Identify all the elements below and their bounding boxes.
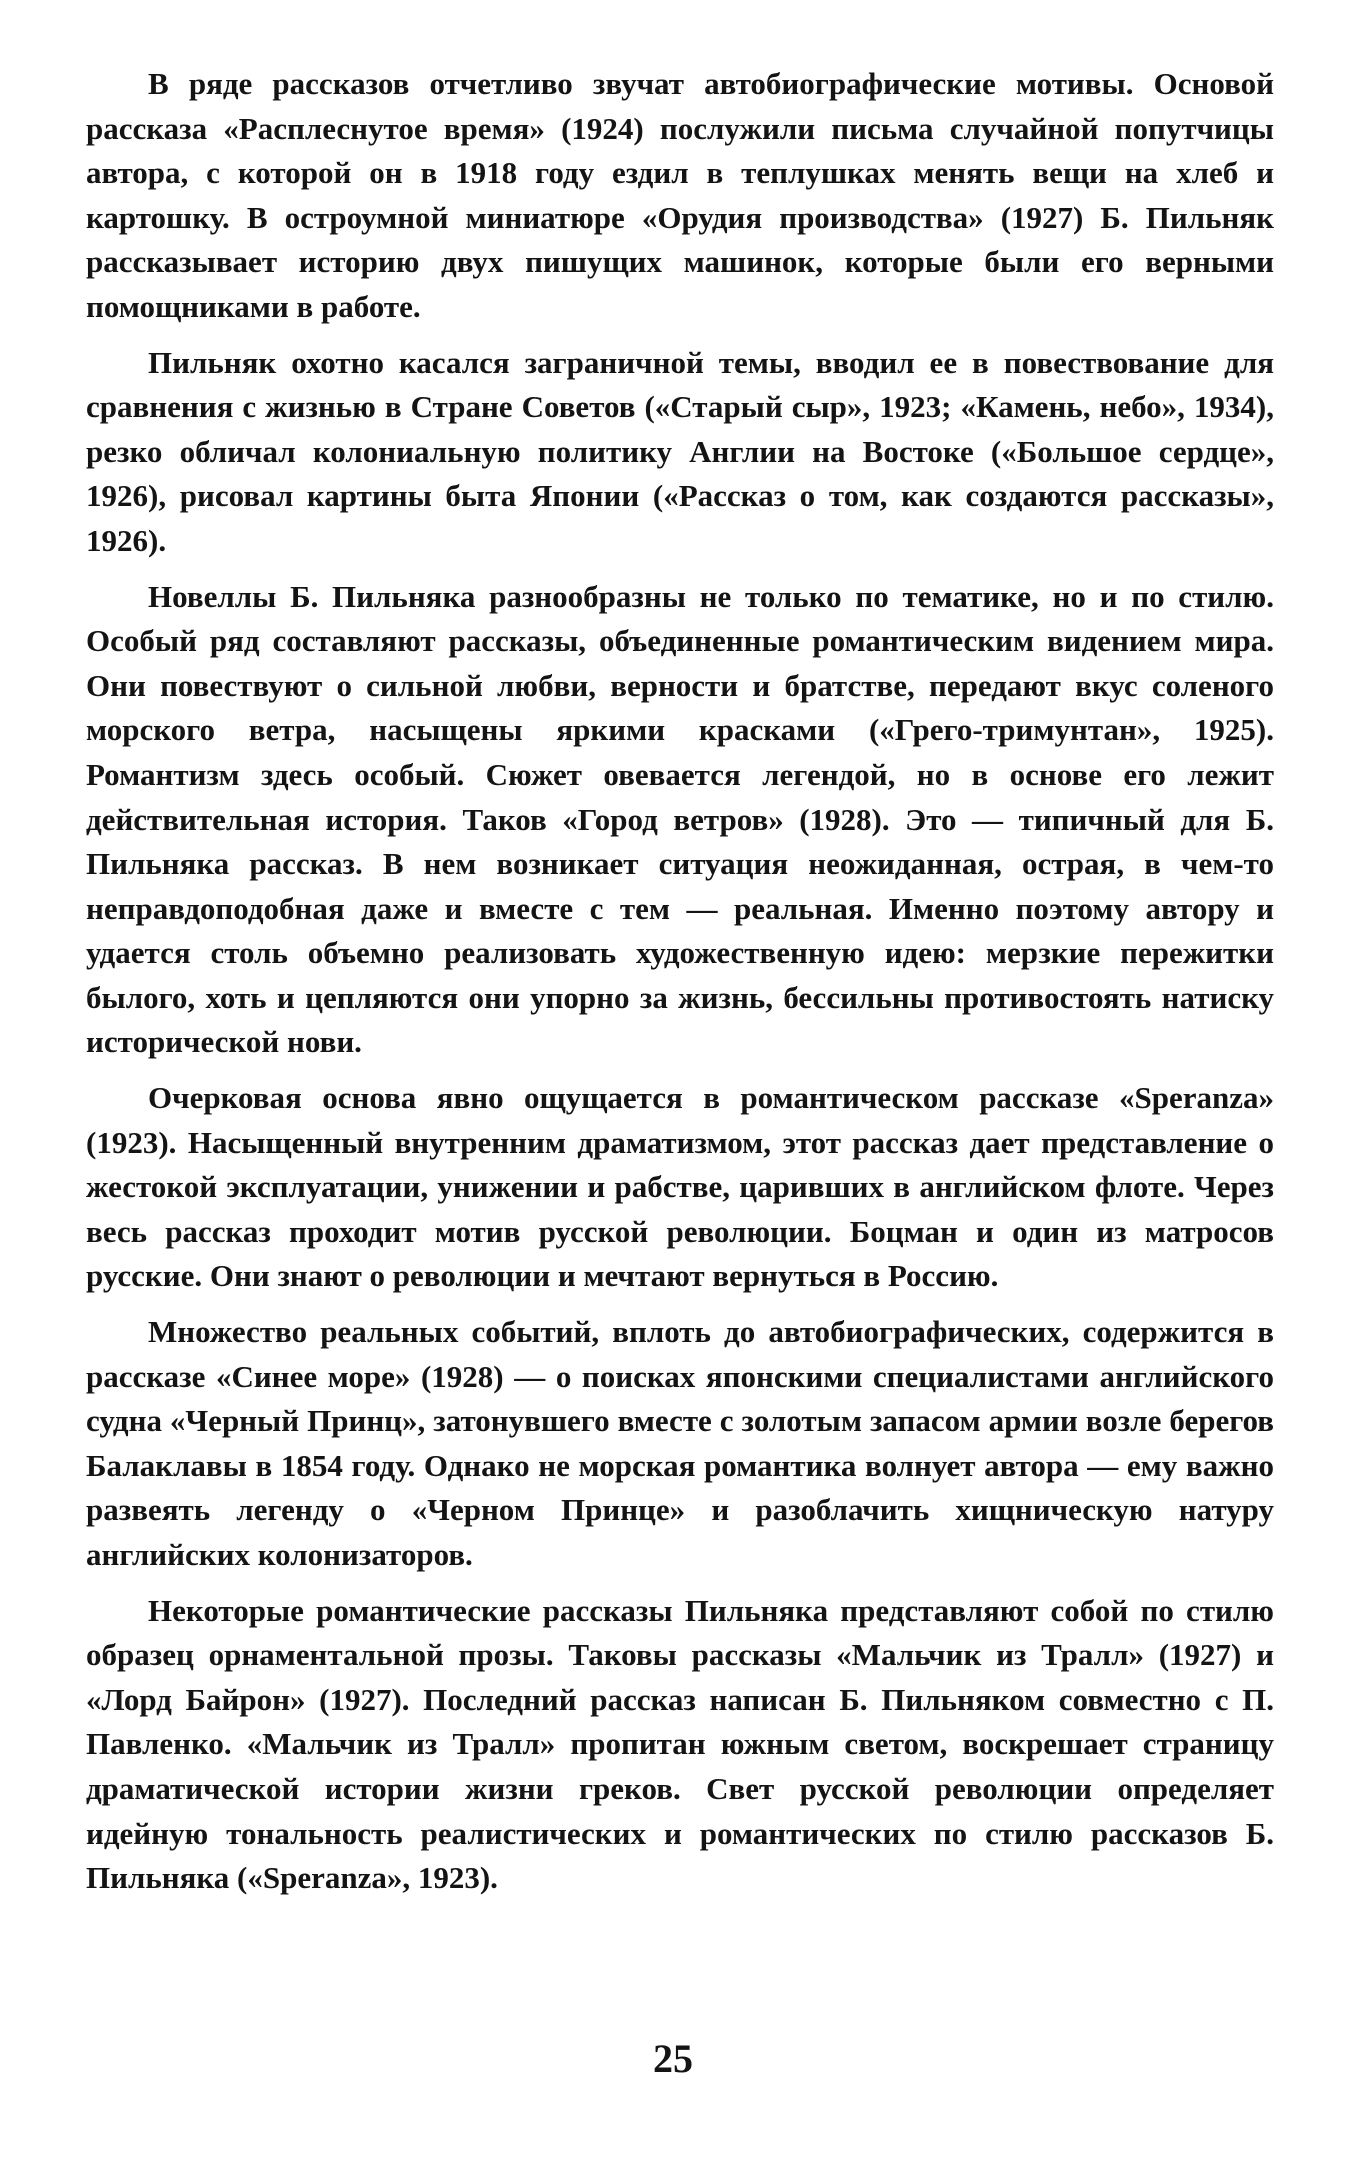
paragraph-1: В ряде рассказов отчетливо звучат автобиографические мотивы. Основой рассказа «Расплеснутое время» (1924) послужили письма случайной попутчицы автора, с которой он в 1918 году ездил в теплушках менять вещи на хлеб и картошку. В остроумной миниатюре «Орудия производства» (1927) Б. Пильняк рассказывает историю двух пишущих машинок, которые были его верными помощниками в работе. bbox=[86, 66, 1274, 324]
paragraph-5: Множество реальных событий, вплоть до автобиографических, содержится в рассказе «Синее море» (1928) — о поисках японскими специалистами английского судна «Черный Принц», затонувшего вместе с золотым запасом армии возле берегов Балаклавы в 1854 году. Однако не морская романтика волнует автора — ему важно развеять легенду о «Черном Принце» и разоблачить хищническую натуру английских колонизаторов. bbox=[86, 1314, 1274, 1572]
page-number: 25 bbox=[653, 2036, 693, 2081]
paragraph-3: Новеллы Б. Пильняка разнообразны не только по тематике, но и по стилю. Особый ряд составляют рассказы, объединенные романтическим видением мира. Они повествуют о сильной любви, верности и братстве, передают вкус соленого морского ветра, насыщены яркими красками («Грего-тримунтан», 1925). Романтизм здесь особый. Сюжет овевается легендой, но в основе его лежит действительная история. Таков «Город ветров» (1928). Это — типичный для Б. Пильняка рассказ. В нем возникает ситуация неожиданная, острая, в чем-то неправдоподобная даже и вместе с тем — реальная. Именно поэтому автору и удается столь объемно реализовать художественную идею: мерзкие пережитки былого, хоть и цепляются они упорно за жизнь, бессильны противостоять натиску исторической нови. bbox=[86, 578, 1274, 1060]
paragraph-2: Пильняк охотно касался заграничной темы, вводил ее в повествование для сравнения с жизнью в Стране Советов («Старый сыр», 1923; «Камень, небо», 1934), резко обличал колониальную политику Англии на Востоке («Большое сердце», 1926), рисовал картины быта Японии («Рассказ о том, как создаются рассказы», 1926). bbox=[86, 344, 1274, 558]
paragraph-6: Некоторые романтические рассказы Пильняка представляют собой по стилю образец орнаментальной прозы. Таковы рассказы «Мальчик из Тралл» (1927) и «Лорд Байрон» (1927). Последний рассказ написан Б. Пильняком совместно с П. Павленко. «Мальчик из Тралл» пропитан южным светом, воскрешает страницу драматической истории жизни греков. Свет русской революции определяет идейную тональность реалистических и романтических по стилю рассказов Б. Пильняка («Speranza», 1923). bbox=[86, 1592, 1274, 1896]
page-text bbox=[86, 62, 1274, 1912]
paragraph-4: Очерковая основа явно ощущается в романтическом рассказе «Speranza» (1923). Насыщенный внутренним драматизмом, этот рассказ дает представление о жестокой эксплуатации, унижении и рабстве, царивших в английском флоте. Через весь рассказ проходит мотив русской революции. Боцман и один из матросов русские. Они знают о революции и мечтают вернуться в Россию. bbox=[86, 1080, 1274, 1294]
